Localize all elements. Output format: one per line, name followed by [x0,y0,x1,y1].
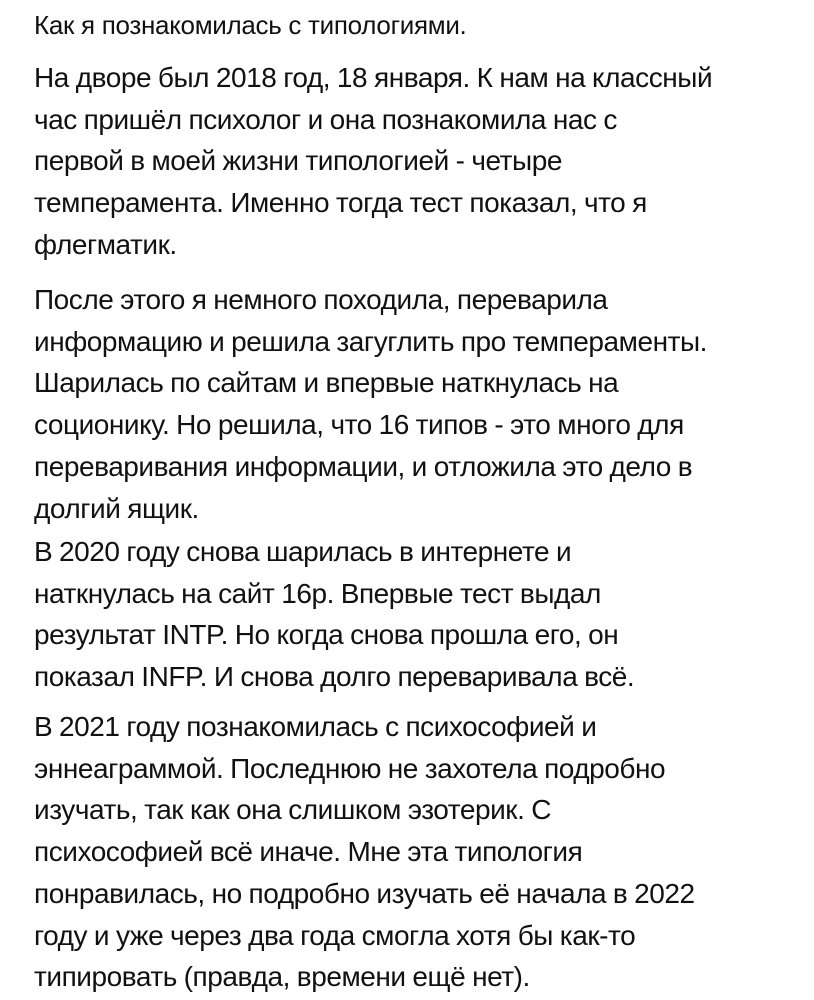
paragraph-line: информацию и решила загуглить про темпераменты. [34,325,707,357]
paragraph-line: показал INFP. И снова долго переваривала всё. [34,661,635,693]
paragraph-line: флегматик. [34,228,177,260]
paragraph-line: психософией всё иначе. Мне эта типология [34,836,583,868]
paragraph-line: переваривания информации, и отложила это дело в [34,450,693,482]
paragraph [34,706,695,998]
paragraph-line: первой в моей жизни типологией - четыре [34,145,562,177]
paragraph-line: В 2021 году познакомилась с психософией и [34,711,597,742]
paragraph-line: эннеаграммой. Последнюю не захотела подробно [34,752,666,784]
paragraph-line: темперамента. Именно тогда тест показал, что я [34,187,647,219]
paragraph-line: типировать (правда, времени ещё нет). [34,961,530,993]
paragraph-line: наткнулась на сайт 16р. Впервые тест выдал [34,577,601,609]
paragraph-line: час пришёл психолог и она познакомила нас с [34,103,617,135]
paragraph-line: После этого я немного походила, переварила [34,284,608,315]
paragraph-line: году и уже через два года смогла хотя бы как-то [34,919,636,951]
paragraph-line: результат INTP. Но когда снова прошла его, он [34,619,619,651]
paragraph-line: долгий ящик. [34,492,199,524]
paragraph-line: изучать, так как она слишком эзотерик. С [34,794,552,826]
paragraph-line: На дворе был 2018 год, 18 января. К нам на классный [34,62,713,93]
post-title: Как я познакомилась с типологиями. [34,10,467,40]
paragraph [34,531,634,698]
paragraph [34,279,707,529]
paragraph-line: В 2020 году снова шарилась в интернете и [34,536,572,567]
paragraph [34,57,712,266]
paragraph-line: понравилась, но подробно изучать её начала в 2022 [34,877,695,909]
paragraph-line: Шарилась по сайтам и впервые наткнулась на [34,367,619,399]
paragraph-line: соционику. Но решила, что 16 типов - это много для [34,409,684,441]
post-body [34,0,809,993]
